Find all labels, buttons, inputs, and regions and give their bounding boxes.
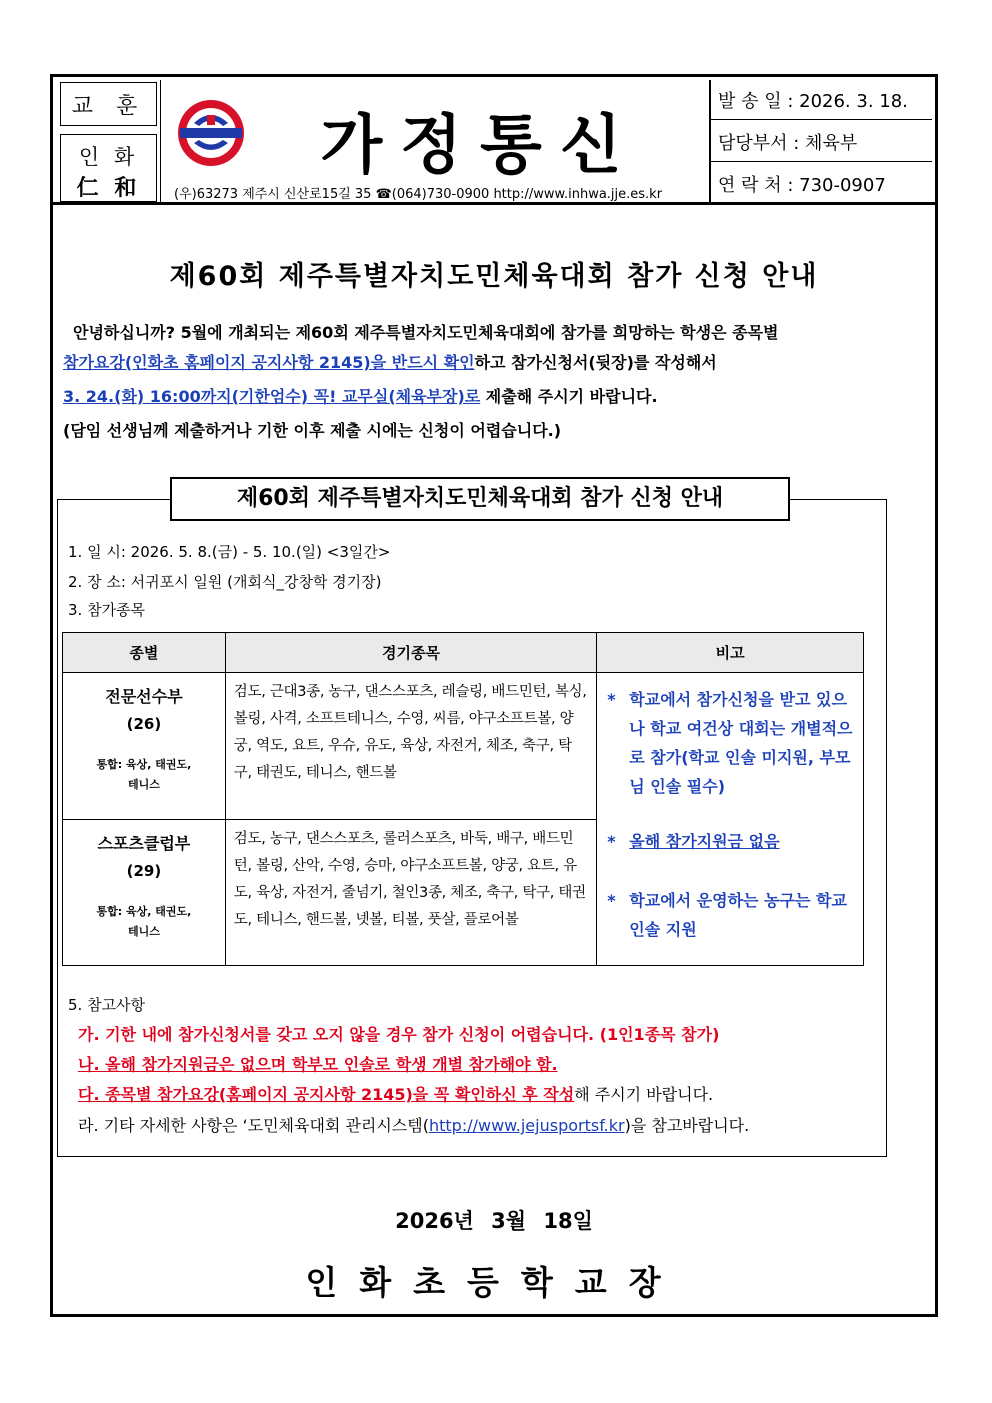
division-note-line-2: 테니스 bbox=[127, 778, 160, 791]
header-remarks: 비고 bbox=[597, 633, 864, 673]
division-count: (26) bbox=[126, 715, 162, 733]
header-events: 경기종목 bbox=[225, 633, 596, 673]
intro-rest-3: 제출해 주시기 바랍니다. bbox=[480, 387, 658, 406]
intro-line-1: 안녕하십니까? 5월에 개최되는 제60회 제주특별자치도민체육대회에 참가를 희망하는 학생은 종목별 bbox=[73, 323, 779, 342]
school-emblem-icon bbox=[174, 97, 248, 169]
table-row bbox=[63, 673, 864, 820]
division-note-line-2: 테니스 bbox=[127, 925, 160, 938]
motto-box bbox=[60, 134, 157, 202]
note-d-rest: )을 참고바랍니다. bbox=[624, 1116, 750, 1135]
note-d-text: 라. 기타 자세한 사항은 ‘도민체육대회 관리시스템( bbox=[78, 1116, 429, 1135]
send-date: 발 송 일 : 2026. 3. 18. bbox=[710, 80, 932, 120]
remark-item bbox=[607, 827, 853, 856]
division-note-line-1: 통합: 육상, 태권도, bbox=[96, 905, 192, 918]
intro-line-2 bbox=[63, 348, 943, 378]
intro-rest-2: 하고 참가신청서(뒷장)를 작성해서 bbox=[474, 353, 717, 372]
remark-bullet: * bbox=[607, 832, 616, 851]
division-name: 전문선수부 bbox=[105, 687, 183, 706]
events-cell: 검도, 농구, 댄스스포츠, 롤러스포츠, 바둑, 배구, 배드민턴, 볼링, 산악, 수영, 승마, 야구소프트볼, 양궁, 요트, 유도, 육상, 자전거, 줄넘기, 철인3종, 체조, 축구, 탁구, 태권도, 테니스, 핸드볼, 넷볼, 티볼, 풋살, 플로어볼 bbox=[225, 820, 596, 966]
notes-heading: 5. 참고사항 bbox=[68, 996, 146, 1014]
date-line: 1. 일 시: 2026. 5. 8.(금) - 5. 10.(일) <3일간> bbox=[68, 543, 391, 561]
contact: 연 락 처 : 730-0907 bbox=[718, 175, 886, 196]
issue-date: 2026년 3월 18일 bbox=[395, 1209, 593, 1233]
division-cell bbox=[63, 673, 226, 820]
header-division: 종별 bbox=[63, 633, 226, 673]
remark-item bbox=[607, 886, 853, 944]
note-c bbox=[78, 1080, 878, 1110]
events-table bbox=[62, 632, 864, 966]
division-name: 스포츠클럽부 bbox=[97, 834, 191, 853]
address-line: (우)63273 제주시 신산로15길 35 ☎(064)730-0900 http://www.inhwa.jje.es.kr bbox=[174, 187, 663, 202]
intro-line-3 bbox=[63, 382, 943, 412]
remark-text: 학교에서 운영하는 농구는 학교 인솔 지원 bbox=[629, 891, 847, 939]
department: 담당부서 : 체육부 bbox=[710, 122, 932, 162]
remarks-cell bbox=[597, 673, 864, 966]
division-count: (29) bbox=[126, 862, 162, 880]
note-a: 가. 기한 내에 참가신청서를 갖고 오지 않을 경우 참가 신청이 어렵습니다. (1인1종목 참가) bbox=[78, 1025, 720, 1044]
remark-item bbox=[607, 685, 853, 801]
remark-bullet: * bbox=[607, 690, 616, 709]
intro-highlight-1: 참가요강(인화초 홈페이지 공지사항 2145)을 반드시 확인 bbox=[63, 353, 475, 372]
intro-highlight-2: 3. 24.(화) 16:00까지(기한엄수) 꼭! 교무실(체육부장)로 bbox=[63, 387, 481, 406]
motto-hanja: 仁 和 bbox=[76, 175, 141, 201]
principal-signature: 인화초등학교장 bbox=[305, 1263, 683, 1302]
note-c-highlight: 다. 종목별 참가요강(홈페이지 공지사항 2145)을 꼭 확인하신 후 작성 bbox=[78, 1085, 575, 1104]
note-b: 나. 올해 참가지원금은 없으며 학부모 인솔로 학생 개별 참가해야 함. bbox=[78, 1055, 558, 1074]
motto-label: 교 훈 bbox=[60, 82, 157, 126]
table-header-row bbox=[63, 633, 864, 673]
events-heading: 3. 참가종목 bbox=[68, 601, 146, 619]
note-d bbox=[78, 1111, 878, 1141]
remark-text: 학교에서 참가신청을 받고 있으나 학교 여건상 대회는 개별적으로 참가(학교 인솔 미지원, 부모님 인솔 필수) bbox=[629, 690, 853, 796]
note-c-rest: 해 주시기 바랍니다. bbox=[574, 1085, 714, 1104]
division-note bbox=[64, 755, 224, 795]
motto-korean: 인 화 bbox=[78, 145, 139, 169]
division-cell bbox=[63, 820, 226, 966]
remark-bullet: * bbox=[607, 891, 616, 910]
events-cell: 검도, 근대3종, 농구, 댄스스포츠, 레슬링, 배드민턴, 복싱, 볼링, 사격, 소프트테니스, 수영, 씨름, 야구소프트볼, 양궁, 역도, 요트, 우슈, 유도, 육상, 자전거, 체조, 축구, 탁구, 태권도, 테니스, 핸드볼 bbox=[225, 673, 596, 820]
page-title: 제60회 제주특별자치도민체육대회 참가 신청 안내 bbox=[169, 261, 819, 292]
masthead-title: 가정통신 bbox=[320, 109, 640, 183]
place-line: 2. 장 소: 서귀포시 일원 (개회식_강창학 경기장) bbox=[68, 573, 382, 591]
system-link[interactable]: http://www.jejusportsf.kr bbox=[428, 1116, 625, 1135]
division-note bbox=[64, 902, 224, 942]
details-box-title: 제60회 제주특별자치도민체육대회 참가 신청 안내 bbox=[170, 477, 790, 521]
remark-text: 올해 참가지원금 없음 bbox=[629, 832, 780, 851]
intro-line-4: (담임 선생님께 제출하거나 기한 이후 제출 시에는 신청이 어렵습니다.) bbox=[63, 421, 562, 440]
division-note-line-1: 통합: 육상, 태권도, bbox=[96, 758, 192, 771]
